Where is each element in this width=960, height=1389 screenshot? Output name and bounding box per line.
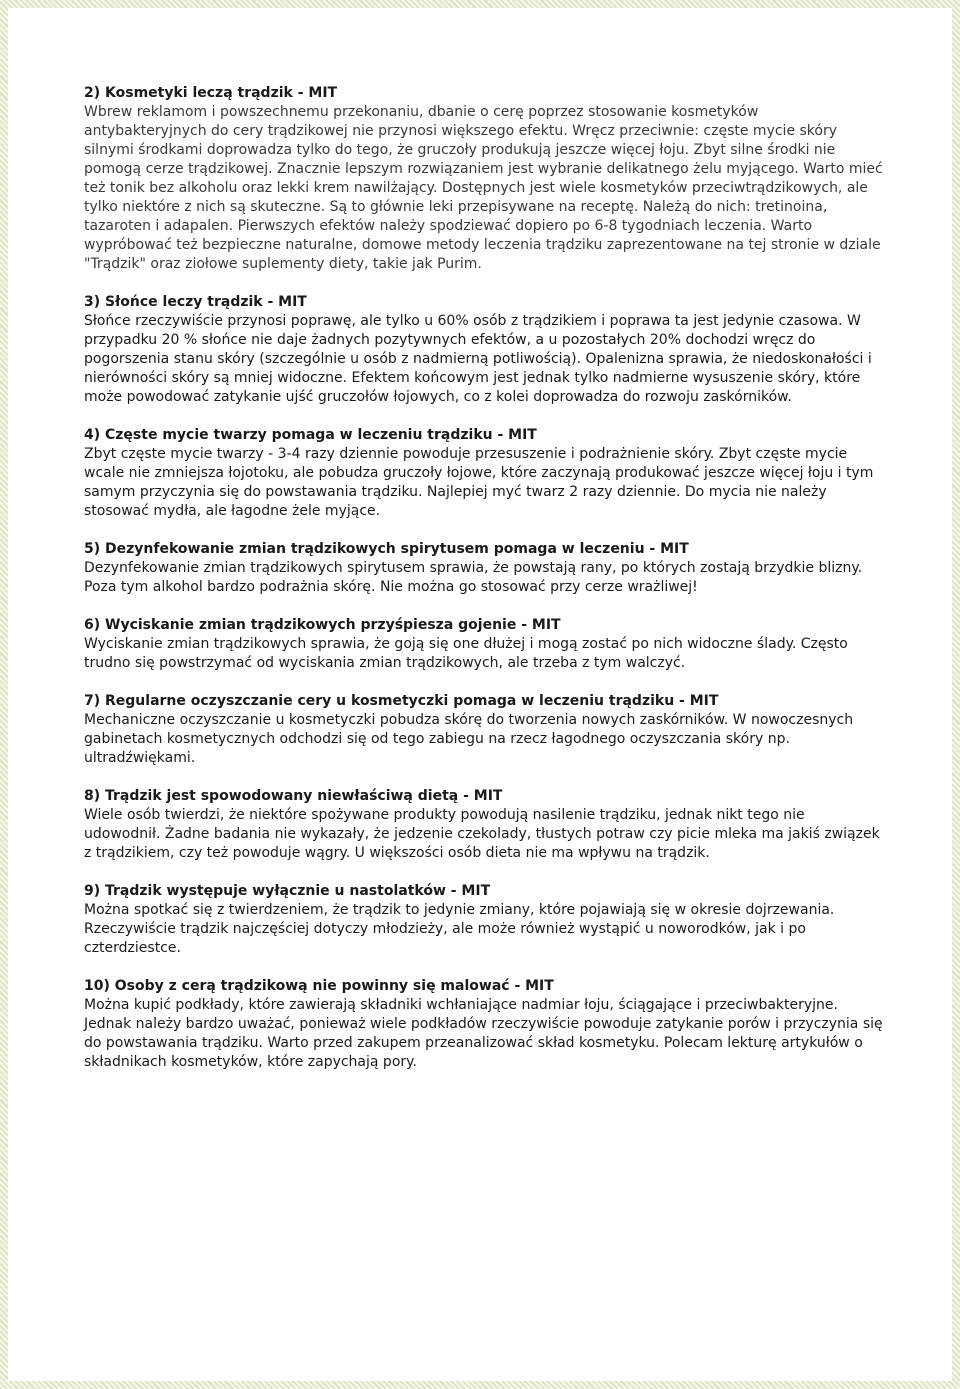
section-9	[84, 882, 884, 958]
section-8	[84, 787, 884, 863]
section-4	[84, 426, 884, 521]
section-heading: 10) Osoby z cerą trądzikową nie powinny się malować - MIT	[84, 978, 554, 994]
section-heading: 2) Kosmetyki leczą trądzik - MIT	[84, 85, 338, 101]
section-body: Zbyt częste mycie twarzy - 3-4 razy dziennie powoduje przesuszenie i podrażnienie skóry. Zbyt częste mycie wcale nie zmniejsza łojotoku, ale pobudza gruczoły łojowe, które zaczynają produkować jeszcze więcej łoju i tym samym przyczynia się do powstawania trądziku. Najlepiej myć twarz 2 razy dziennie. Do mycia nie należy stosować mydła, ale łagodne żele myjące.	[84, 446, 874, 519]
section-heading: 3) Słońce leczy trądzik - MIT	[84, 294, 307, 310]
section-body: Dezynfekowanie zmian trądzikowych spirytusem sprawia, że powstają rany, po których zostają brzydkie blizny. Poza tym alkohol bardzo podrażnia skórę. Nie można go stosować przy cerze wrażliwej!	[84, 560, 863, 595]
section-heading: 9) Trądzik występuje wyłącznie u nastolatków - MIT	[84, 883, 491, 899]
section-heading: 6) Wyciskanie zmian trądzikowych przyśpiesza gojenie - MIT	[84, 617, 561, 633]
section-heading: 8) Trądzik jest spowodowany niewłaściwą dietą - MIT	[84, 788, 503, 804]
section-heading: 5) Dezynfekowanie zmian trądzikowych spirytusem pomaga w leczeniu - MIT	[84, 541, 689, 557]
section-6	[84, 616, 884, 673]
section-body: Można spotkać się z twierdzeniem, że trądzik to jedynie zmiany, które pojawiają się w okresie dojrzewania. Rzeczywiście trądzik najczęściej dotyczy młodzieży, ale może również wystąpić u noworodków, jak i po czterdziestce.	[84, 902, 835, 956]
section-body: Słońce rzeczywiście przynosi poprawę, ale tylko u 60% osób z trądzikiem i poprawa ta jest jedynie czasowa. W przypadku 20 % słońce nie daje żadnych pozytywnych efektów, a u pozostałych 20% dochodzi wręcz do pogorszenia stanu skóry (szczególnie u osób z nadmierną potliwością). Opalenizna sprawia, że niedoskonałości i nierówności skóry są mniej widoczne. Efektem końcowym jest jednak tylko nadmierne wysuszenie skóry, które może powodować zatykanie ujść gruczołów łojowych, co z kolei doprowadza do rozwoju zaskórników.	[84, 313, 872, 405]
section-body: Wyciskanie zmian trądzikowych sprawia, że goją się one dłużej i mogą zostać po nich widoczne ślady. Często trudno się powstrzymać od wyciskania zmian trądzikowych, ale trzeba z tym walczyć.	[84, 636, 848, 671]
section-5	[84, 540, 884, 597]
section-heading: 4) Częste mycie twarzy pomaga w leczeniu trądziku - MIT	[84, 427, 537, 443]
section-body: Mechaniczne oczyszczanie u kosmetyczki pobudza skórę do tworzenia nowych zaskórników. W nowoczesnych gabinetach kosmetycznych odchodzi się od tego zabiegu na rzecz łagodnego oczyszczania skóry np. ultradźwiękami.	[84, 712, 854, 766]
section-2	[84, 84, 884, 274]
section-10	[84, 977, 884, 1072]
section-body: Można kupić podkłady, które zawierają składniki wchłaniające nadmiar łoju, ściągające i przeciwbakteryjne. Jednak należy bardzo uważać, ponieważ wiele podkładów rzeczywiście powoduje zatykanie porów i przyczynia się do powstawania trądziku. Warto przed zakupem przeanalizować skład kosmetyku. Polecam lekturę artykułów o składnikach kosmetyków, które zapychają pory.	[84, 997, 883, 1070]
section-7	[84, 692, 884, 768]
document-content	[84, 84, 884, 1091]
section-body: Wbrew reklamom i powszechnemu przekonaniu, dbanie o cerę poprzez stosowanie kosmetyków antybakteryjnych do cery trądzikowej nie przynosi większego efektu. Wręcz przeciwnie: częste mycie skóry silnymi środkami doprowadza tylko do tego, że gruczoły produkują jeszcze więcej łoju. Zbyt silne środki nie pomogą cerze trądzikowej. Znacznie lepszym rozwiązaniem jest wybranie delikatnego żelu myjącego. Warto mieć też tonik bez alkoholu oraz lekki krem nawilżający. Dostępnych jest wiele kosmetyków przeciwtrądzikowych, ale tylko niektóre z nich są skuteczne. Są to głównie leki przepisywane na receptę. Należą do nich: tretinoina, tazaroten i adapalen. Pierwszych efektów należy spodziewać dopiero po 6-8 tygodniach leczenia. Warto wypróbować też bezpieczne naturalne, domowe metody leczenia trądziku zaprezentowane na tej stronie w dziale "Trądzik" oraz ziołowe suplementy diety, takie jak Purim.	[84, 104, 883, 272]
section-3	[84, 293, 884, 407]
section-body: Wiele osób twierdzi, że niektóre spożywane produkty powodują nasilenie trądziku, jednak nikt tego nie udowodnił. Żadne badania nie wykazały, że jedzenie czekolady, tłustych potraw czy picie mleka ma jakiś związek z trądzikiem, czy też powoduje wągry. U większości osób dieta nie ma wpływu na trądzik.	[84, 807, 880, 861]
section-heading: 7) Regularne oczyszczanie cery u kosmetyczki pomaga w leczeniu trądziku - MIT	[84, 693, 719, 709]
